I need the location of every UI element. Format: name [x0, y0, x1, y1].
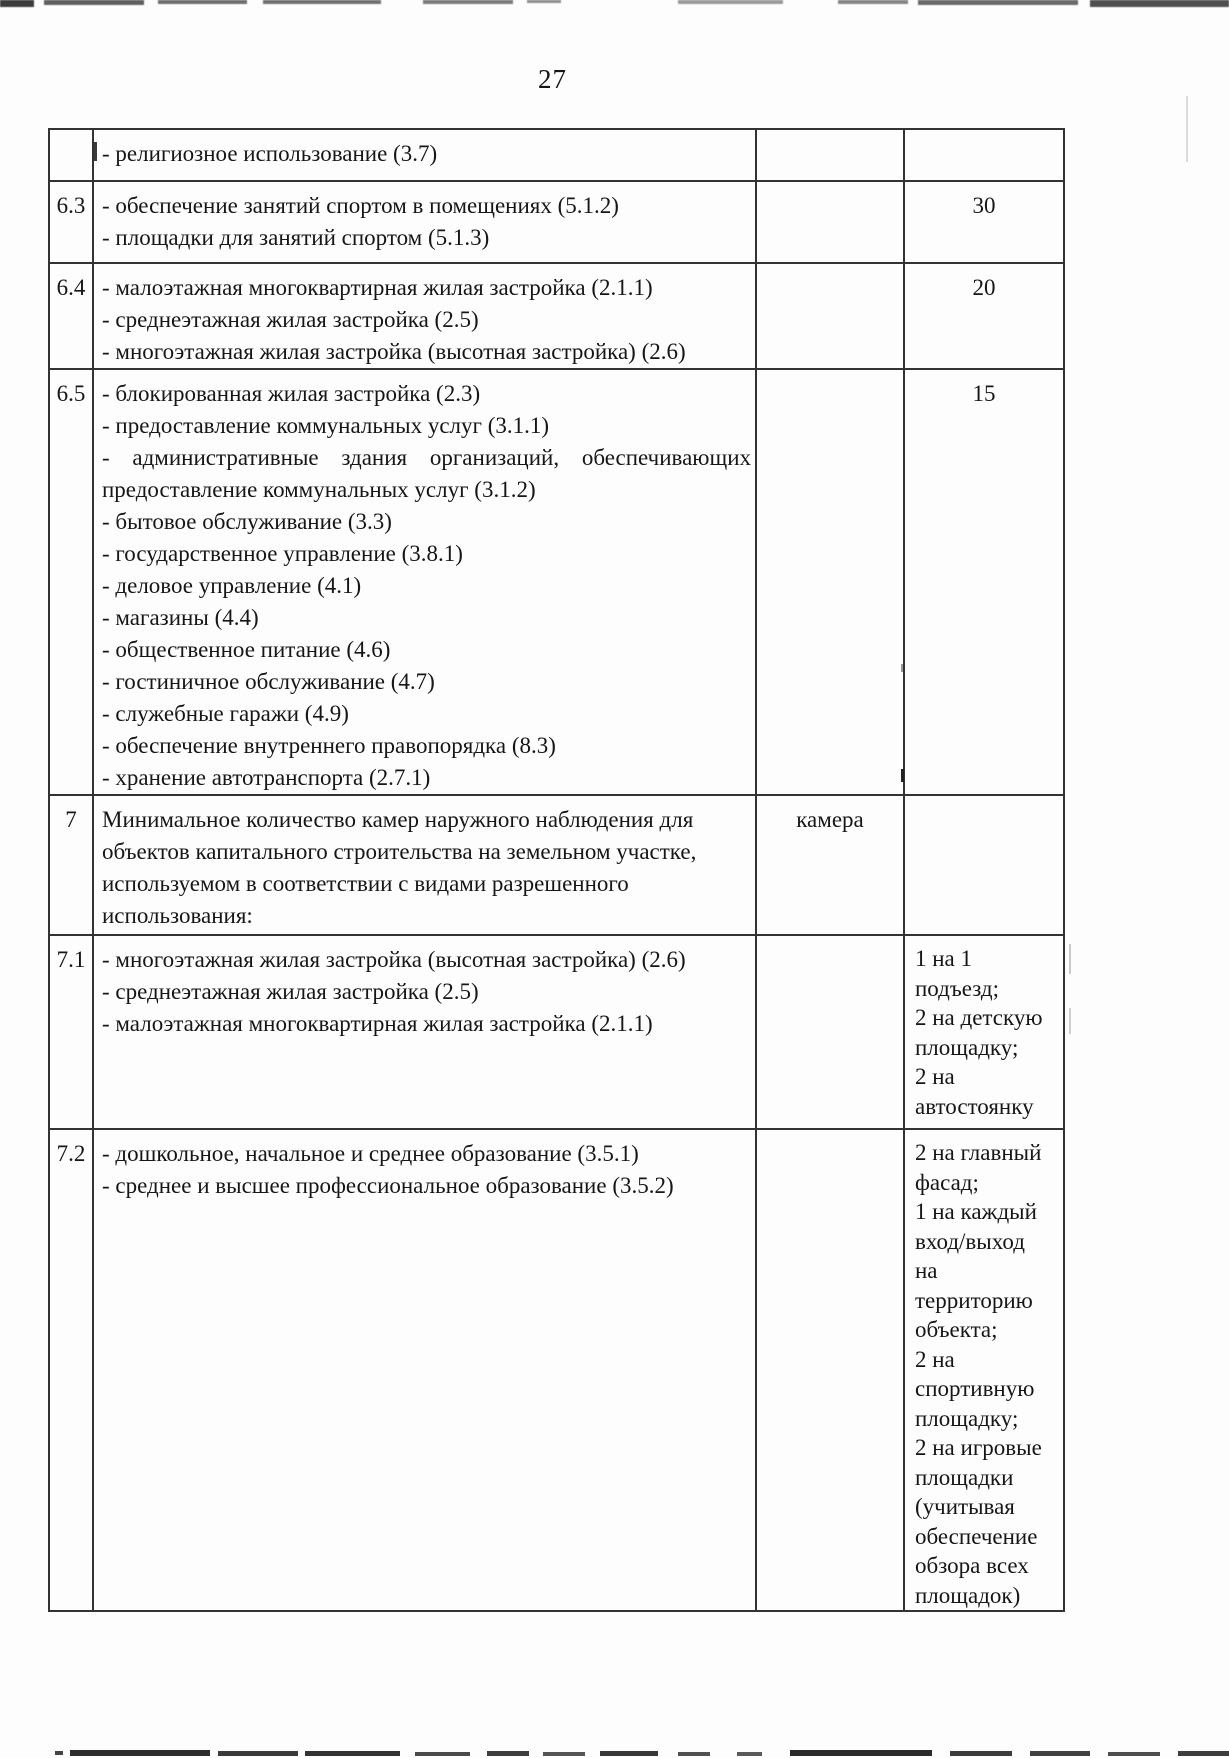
table-row: [49, 369, 1064, 795]
row-value: [904, 129, 1064, 181]
desc-line: - малоэтажная многоквартирная жилая застройка (2.1.1): [102, 1011, 653, 1036]
scan-artifact: [305, 1751, 400, 1756]
desc-line: - среднеэтажная жилая застройка (2.5): [102, 979, 479, 1004]
row-number: 6.3: [49, 181, 93, 263]
table-row: [49, 263, 1064, 369]
row-value: [904, 795, 1064, 935]
scan-artifact: [0, 0, 34, 7]
desc-line: - бытовое обслуживание (3.3): [102, 509, 392, 534]
row-unit: камера: [756, 795, 904, 935]
scan-artifact: [737, 1752, 762, 1756]
desc-line: - хранение автотранспорта (2.7.1): [102, 765, 431, 790]
scan-artifact: [55, 1751, 63, 1755]
scan-artifact: [678, 0, 783, 4]
row-value: 15: [904, 369, 1064, 795]
desc-line: - площадки для занятий спортом (5.1.3): [102, 225, 490, 250]
table-row: [49, 181, 1064, 263]
desc-line: - обеспечение внутреннего правопорядка (8.3): [102, 733, 556, 758]
scan-artifact: [950, 1751, 1012, 1756]
row-unit: [756, 263, 904, 369]
scan-artifact: [1069, 944, 1071, 974]
row-description: [93, 935, 756, 1129]
scan-artifact: [158, 0, 247, 4]
desc-line: - религиозное использование (3.7): [102, 141, 438, 166]
row-number: 6.5: [49, 369, 93, 795]
scan-artifact: [44, 0, 144, 5]
row-value: 2 на главный фасад; 1 на каждый вход/выход на территорию объекта; 2 на спортивную площадку; 2 на игровые площадки (учитывая обеспечение обзора всех площадок): [904, 1129, 1064, 1611]
table-row: [49, 1129, 1064, 1611]
desc-line: - среднее и высшее профессиональное образование (3.5.2): [102, 1173, 674, 1198]
desc-line: - среднеэтажная жилая застройка (2.5): [102, 307, 479, 332]
desc-line: - предоставление коммунальных услуг (3.1.1): [102, 413, 550, 438]
row-value: 1 на 1 подъезд; 2 на детскую площадку; 2 на автостоянку: [904, 935, 1064, 1129]
scan-artifact: [678, 1752, 710, 1756]
desc-line: - многоэтажная жилая застройка (высотная застройка) (2.6): [102, 339, 686, 364]
scan-artifact: [1186, 96, 1188, 162]
row-number: 7: [49, 795, 93, 935]
desc-line: - обеспечение занятий спортом в помещениях (5.1.2): [102, 193, 619, 218]
page-number: 27: [538, 64, 567, 94]
row-unit: [756, 181, 904, 263]
scan-artifact: [1108, 1752, 1160, 1756]
row-number: 6.4: [49, 263, 93, 369]
scan-artifact: [1178, 1751, 1229, 1756]
row-description: [93, 129, 756, 181]
row-unit: [756, 369, 904, 795]
desc-line: Минимальное количество камер наружного наблюдения для объектов капитального строительства на земельном участке, используемом в соответствии с видами разрешенного использования:: [102, 807, 697, 928]
desc-line: - блокированная жилая застройка (2.3): [102, 381, 481, 406]
row-description: [93, 1129, 756, 1611]
scan-artifact: [94, 142, 97, 161]
scan-artifact: [543, 1752, 585, 1756]
scan-artifact: [1030, 1751, 1090, 1756]
scan-artifact: [70, 1750, 210, 1756]
row-value: 30: [904, 181, 1064, 263]
scan-artifact: [415, 1752, 470, 1756]
desc-line: - государственное управление (3.8.1): [102, 541, 463, 566]
desc-line: - деловое управление (4.1): [102, 573, 362, 598]
scan-artifact: [1069, 1008, 1071, 1034]
row-description: [93, 181, 756, 263]
scan-artifact: [263, 0, 381, 4]
desc-line: - малоэтажная многоквартирная жилая застройка (2.1.1): [102, 275, 653, 300]
table-row: [49, 795, 1064, 935]
row-number: 7.1: [49, 935, 93, 1129]
row-value: 20: [904, 263, 1064, 369]
scan-artifact: [527, 0, 561, 3]
scan-artifact: [1090, 0, 1229, 7]
row-unit: [756, 129, 904, 181]
row-description: [93, 369, 756, 795]
table-row: [49, 129, 1064, 181]
row-number: [49, 129, 93, 181]
row-description: [93, 263, 756, 369]
scan-artifact: [600, 1751, 658, 1756]
desc-line: - многоэтажная жилая застройка (высотная застройка) (2.6): [102, 947, 686, 972]
scan-artifact: [838, 0, 908, 4]
desc-line: - дошкольное, начальное и среднее образование (3.5.1): [102, 1141, 639, 1166]
scan-artifact: [901, 664, 903, 672]
row-description: [93, 795, 756, 935]
scan-artifact: [487, 1751, 529, 1756]
scan-artifact: [918, 0, 1078, 5]
row-unit: [756, 1129, 904, 1611]
desc-line: - гостиничное обслуживание (4.7): [102, 669, 435, 694]
table-row: [49, 935, 1064, 1129]
scan-artifact: [218, 1751, 298, 1756]
scan-artifact: [790, 1750, 932, 1756]
desc-line: - административные здания организаций, обеспечивающих предоставление коммунальных услуг (3.1.2): [102, 445, 751, 502]
desc-line: - магазины (4.4): [102, 605, 259, 630]
desc-line: - служебные гаражи (4.9): [102, 701, 349, 726]
row-unit: [756, 935, 904, 1129]
scan-artifact: [423, 0, 513, 4]
standards-table: [48, 128, 1065, 1612]
row-number: 7.2: [49, 1129, 93, 1611]
desc-line: - общественное питание (4.6): [102, 637, 391, 662]
scan-artifact: [901, 769, 904, 782]
